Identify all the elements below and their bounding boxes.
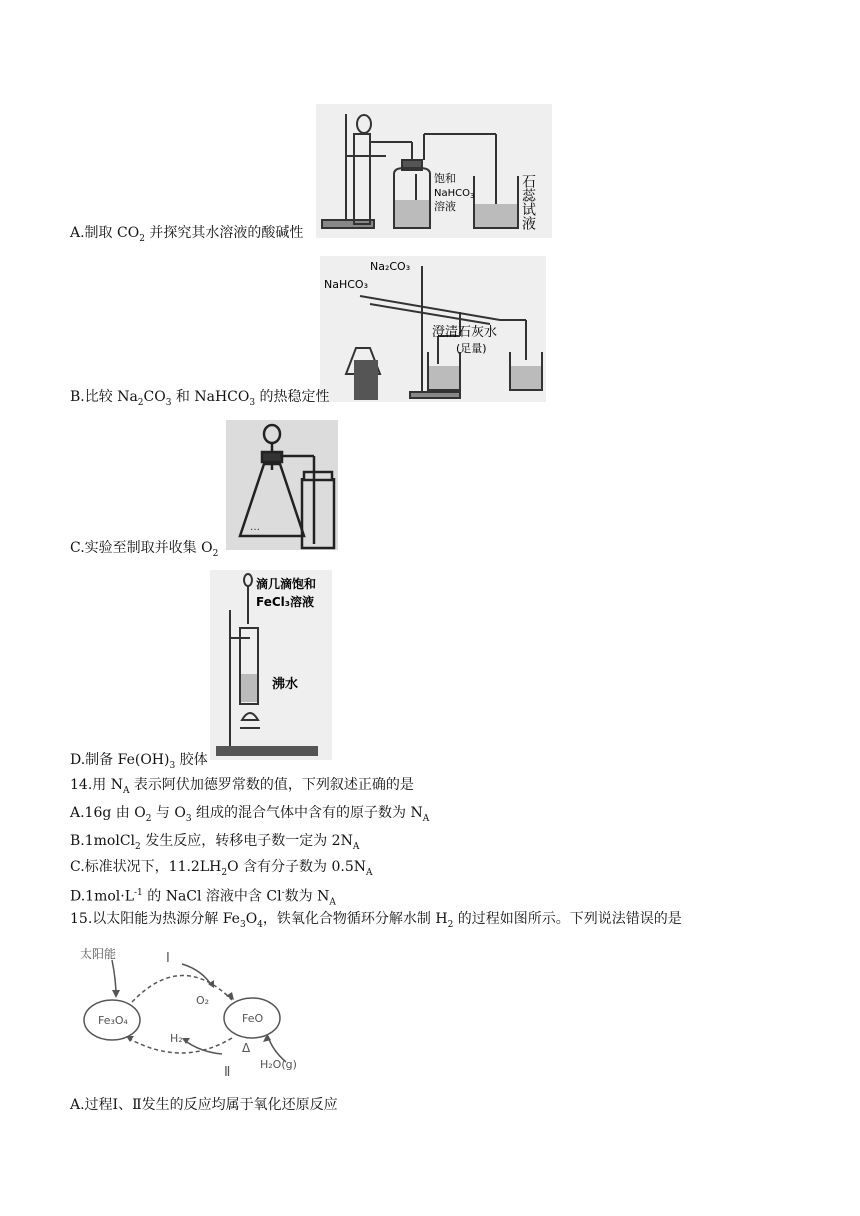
option-13c: C.实验至制取并收集 $O_2$	[70, 540, 219, 559]
label-delta: Δ	[242, 1041, 251, 1055]
option-13a: A.制取 $CO_2$ 并探究其水溶液的酸碱性	[70, 225, 304, 244]
fig-a-label-saturated: 饱和	[434, 172, 456, 185]
fig-d-label-drop: 滴几滴饱和	[256, 577, 317, 591]
label-step2: Ⅱ	[224, 1065, 231, 1080]
option-13d: D.制备 $Fe(OH)_3$ 胶体	[70, 752, 208, 771]
option-14c: C.标准状况下，$11.2LH_2O$ 含有分子数为 $0.5N_A$	[70, 859, 373, 878]
figure-colloid-apparatus	[210, 570, 332, 760]
fig-b-label-nahco3: NaHCO₃	[324, 278, 368, 291]
label-feo: FeO	[242, 1012, 264, 1025]
arrow-step1	[132, 975, 232, 1002]
label-step1: Ⅰ	[166, 951, 170, 966]
label-fe3o4: Fe₃O₄	[98, 1014, 128, 1027]
arrow-o2	[182, 964, 212, 986]
label-solar: 太阳能	[80, 947, 117, 961]
option-14d: $D.1mol\cdot L^{-1}$ 的 NaCl 溶液中含 Cl-数为 $N_A$	[70, 888, 336, 908]
figure-carbonate-stability	[320, 256, 546, 402]
option-14b: B.1molCl$_2$ 发生反应，转移电子数一定为 $2N_A$	[70, 833, 360, 852]
fig-a-label-solution: 溶液	[434, 200, 456, 213]
label-o2: O₂	[196, 994, 210, 1007]
question-14-stem: 14.用 $N_A$ 表示阿伏加德罗常数的值，下列叙述正确的是	[70, 777, 414, 796]
figure-iron-oxide-cycle	[72, 940, 328, 1080]
option-14a: A.16g 由 $O_2$ 与 $O_3$ 组成的混合气体中含有的原子数为 $N_A$	[70, 805, 430, 824]
figure-co2-apparatus	[316, 104, 552, 238]
fig-d-label-fecl3: FeCl₃溶液	[256, 595, 315, 609]
fig-b-label-excess: (足量)	[456, 342, 487, 355]
fig-d-label-boiling-water: 沸水	[272, 677, 299, 692]
label-h2o: H₂O(g)	[260, 1058, 297, 1071]
question-15-stem: 15.以太阳能为热源分解 $Fe_3O_4$，铁氧化合物循环分解水制 $H_2$ 的过程如图所示。下列说法错误的是	[70, 911, 682, 930]
fig-a-label-nahco3: NaHCO$_3$	[434, 188, 475, 200]
label-h2: H₂	[170, 1032, 183, 1045]
fig-a-label-litmus: 石蕊试液	[520, 174, 536, 230]
option-13b: B.比较 $Na_2CO_3$ 和 NaHCO$_3$ 的热稳定性	[70, 389, 330, 408]
figure-oxygen-apparatus	[226, 420, 338, 550]
fig-b-label-na2co3: Na₂CO₃	[370, 260, 411, 273]
option-15a: A.过程Ⅰ、Ⅱ发生的反应均属于氧化还原反应	[70, 1097, 338, 1113]
fig-b-label-limewater: 澄清石灰水	[432, 325, 498, 340]
svg-text:…: …	[250, 522, 260, 533]
